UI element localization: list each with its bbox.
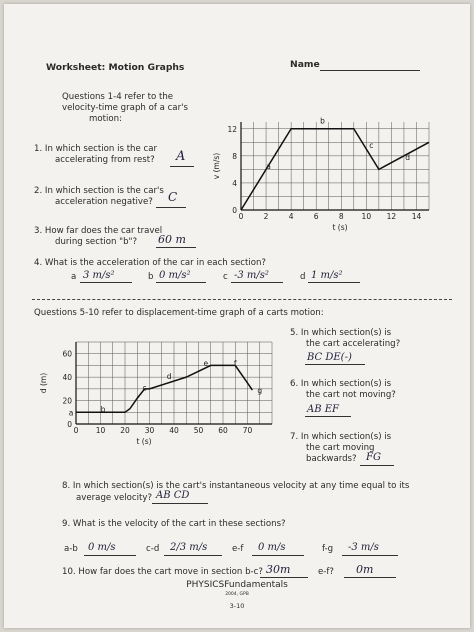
x-tick-label: 14 [411, 212, 422, 221]
q4-line-d [308, 282, 360, 283]
name-label: Name [290, 59, 320, 70]
x-tick-label: 8 [338, 212, 344, 221]
x-tick-label: 0 [238, 212, 244, 221]
x-tick-label: 70 [242, 426, 253, 435]
section-label-b: b [320, 116, 325, 126]
q7-text-line-2: the cart moving [306, 443, 375, 453]
footer-copyright: 2004, GPB [225, 592, 249, 597]
q10-label2: e-f? [318, 567, 334, 577]
q2-text-line-1: 2. In which section is the car's [34, 186, 164, 196]
q3-answer: 60 m [158, 233, 186, 246]
q4-line-b [156, 282, 206, 283]
displacement-time-graph [32, 334, 282, 459]
worksheet-title: Worksheet: Motion Graphs [46, 62, 185, 73]
q1-answer-line [170, 166, 194, 167]
x-tick-label: 60 [218, 426, 228, 435]
x-tick-label: 10 [95, 426, 106, 435]
section-divider [32, 299, 452, 300]
q2-answer: C [168, 190, 178, 204]
q9-answer-ef: 0 m/s [258, 542, 286, 553]
q9-line-ef [252, 555, 304, 556]
q9-line-cd [164, 555, 222, 556]
q4-label-b: b [148, 272, 154, 282]
q1-answer: A [176, 149, 186, 164]
section-label-d: d [166, 371, 172, 381]
section-label-f: f [233, 359, 237, 369]
section-label-g: g [257, 386, 263, 396]
q4-text: 4. What is the acceleration of the car in each section? [34, 258, 266, 268]
q5-text-line-2: the cart accelerating? [306, 339, 401, 349]
q10-answer2-line [344, 577, 396, 578]
q10-text: 10. How far does the cart move in section b-c? [62, 567, 263, 577]
q7-answer-line [360, 465, 394, 466]
section-label-d: d [405, 153, 411, 163]
y-tick-label: 4 [232, 178, 237, 188]
q6-answer-line [305, 416, 351, 417]
x-tick-label: 2 [263, 212, 269, 221]
x-tick-label: 10 [361, 212, 372, 221]
q4-answer-d: 1 m/s² [311, 270, 343, 281]
x-tick-label: 4 [288, 212, 294, 221]
q9-label-ef: e-f [232, 544, 244, 554]
q7-answer: FG [366, 452, 381, 463]
q7-text-line-1: 7. In which section(s) is [290, 432, 392, 442]
q10-answer-line [260, 577, 308, 578]
y-tick-label: 12 [227, 124, 237, 134]
x-tick-label: 0 [73, 426, 79, 435]
q7-text-line-3: backwards? [306, 454, 357, 464]
q10-answer2: 0m [356, 563, 374, 576]
section1-intro-line-1: Questions 1-4 refer to the [62, 92, 174, 102]
q10-answer: 30m [266, 563, 291, 576]
q9-label-fg: f-g [322, 544, 334, 554]
x-tick-label: 40 [169, 426, 179, 435]
q9-line-fg [342, 555, 398, 556]
y-tick-label: 0 [232, 206, 237, 215]
q6-text-line-1: 6. In which section(s) is [290, 379, 392, 389]
q3-text-line-1: 3. How far does the car travel [34, 226, 163, 236]
q9-answer-ab: 0 m/s [88, 542, 116, 553]
section-label-e: e [203, 359, 209, 369]
q8-answer: AB CD [156, 490, 190, 501]
x-tick-label: 20 [120, 426, 130, 435]
section-label-c: c [369, 141, 374, 151]
velocity-time-graph [209, 112, 439, 242]
q2-answer-line [156, 207, 186, 208]
x-axis-label: t (s) [136, 437, 152, 446]
footer-brand: PHYSICSFundamentals [186, 580, 288, 590]
y-tick-label: 8 [232, 151, 237, 161]
q8-text-line-2: average velocity? [76, 493, 153, 503]
q9-answer-cd: 2/3 m/s [170, 542, 208, 553]
q4-answer-b: 0 m/s² [159, 270, 191, 281]
q3-text-line-2: during section "b"? [55, 237, 138, 247]
q4-label-c: c [223, 272, 228, 282]
q9-label-ab: a-b [64, 544, 78, 554]
q9-answer-fg: -3 m/s [348, 542, 379, 553]
q1-text-line-1: 1. In which section is the car [34, 144, 158, 154]
y-tick-label: 60 [62, 349, 72, 359]
section2-intro: Questions 5-10 refer to displacement-time graph of a carts motion: [34, 308, 324, 318]
y-axis-label: d (m) [39, 372, 48, 394]
q4-label-d: d [300, 272, 306, 282]
name-blank[interactable] [320, 70, 420, 71]
q6-text-line-2: the cart not moving? [306, 390, 396, 400]
q9-label-cd: c-d [146, 544, 160, 554]
q5-text-line-1: 5. In which section(s) is [290, 328, 392, 338]
section-label-b: b [100, 404, 106, 414]
y-tick-label: 40 [62, 373, 72, 383]
x-tick-label: 50 [193, 426, 204, 435]
y-axis-label: v (m/s) [212, 152, 221, 180]
x-tick-label: 6 [313, 212, 319, 221]
q3-answer-line [156, 247, 196, 248]
section1-intro-line-3: motion: [89, 114, 122, 124]
q8-text-line-1: 8. In which section(s) is the cart's instantaneous velocity at any time equal to its [62, 481, 410, 491]
y-tick-label: 0 [67, 420, 72, 429]
q9-line-ab [84, 555, 136, 556]
q9-text: 9. What is the velocity of the cart in these sections? [62, 519, 286, 529]
section-label-c: c [142, 383, 147, 393]
q1-text-line-2: accelerating from rest? [55, 155, 155, 165]
x-axis-label: t (s) [332, 223, 348, 232]
q6-answer: AB EF [307, 404, 339, 415]
x-tick-label: 12 [386, 212, 397, 221]
q4-line-a [80, 282, 132, 283]
q5-answer: BC DE(-) [307, 352, 352, 363]
section1-intro-line-2: velocity-time graph of a car's [62, 103, 188, 113]
q5-answer-line [305, 364, 365, 365]
q4-label-a: a [71, 272, 77, 282]
q4-line-c [231, 282, 283, 283]
worksheet-page [4, 4, 470, 628]
x-tick-label: 30 [144, 426, 155, 435]
section-label-a: a [266, 162, 271, 171]
q2-text-line-2: acceleration negative? [55, 197, 153, 207]
section-label-a: a [68, 408, 74, 418]
footer-page-number: 3-10 [229, 602, 245, 610]
q8-answer-line [152, 503, 208, 504]
q4-answer-c: -3 m/s² [234, 270, 269, 281]
y-tick-label: 20 [62, 396, 72, 406]
q4-answer-a: 3 m/s² [83, 270, 115, 281]
